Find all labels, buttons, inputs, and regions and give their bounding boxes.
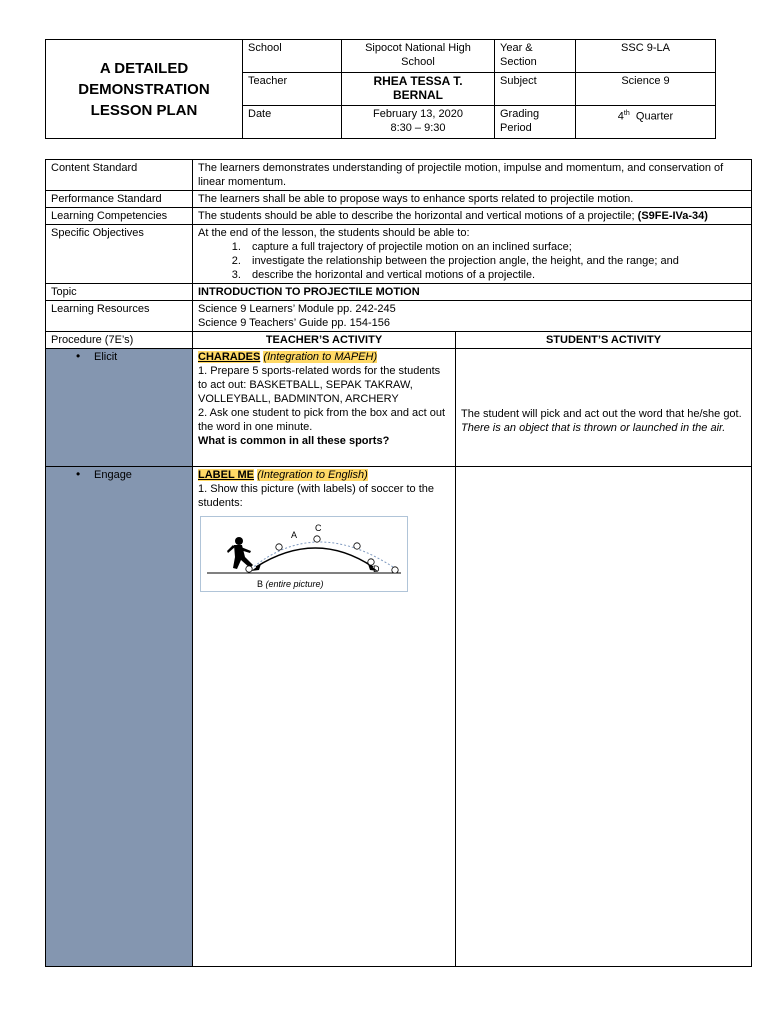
performance-standard-label: Performance Standard [46, 191, 193, 208]
student-activity-header: STUDENT’S ACTIVITY [456, 332, 752, 349]
elicit-step2: 2. Ask one student to pick from the box and act out the word in one minute. [198, 407, 446, 433]
soccer-trajectory-picture [200, 516, 408, 592]
year-value: SSC 9-LA [576, 40, 716, 73]
competencies-cell [193, 208, 752, 225]
player-silhouette [227, 537, 253, 569]
elicit-step1: 1. Prepare 5 sports-related words for the students to act out: BASKETBALL, SEPAK TAKRAW, VOLLEYBALL, BADMINTON, ARCHERY [198, 365, 441, 405]
procedure-label: Procedure (7E’s) [46, 332, 193, 349]
date-text: February 13, 2020 [373, 108, 463, 120]
objectives-intro: At the end of the lesson, the students should be able to: [198, 227, 470, 239]
date-value [342, 106, 495, 139]
label-d: D [373, 564, 380, 574]
engage-stage: • Engage [46, 467, 193, 967]
resource-item: Science 9 Teachers’ Guide pp. 154-156 [198, 317, 391, 329]
elicit-student-cell [456, 349, 752, 467]
lesson-table [45, 159, 752, 967]
objectives-label: Specific Objectives [46, 225, 193, 284]
school-value: Sipocot National High School [342, 40, 495, 73]
mapeh-integration: (Integration to MAPEH) [263, 351, 378, 363]
engage-teacher-cell [193, 467, 456, 967]
objectives-list [198, 240, 746, 282]
charades-title: CHARADES [198, 351, 261, 363]
school-label: School [243, 40, 342, 73]
content-standard-label: Content Standard [46, 160, 193, 191]
time-text: 8:30 – 9:30 [390, 122, 446, 134]
elicit-student-response: The student will pick and act out the word that he/she got. [461, 408, 742, 420]
quarter-word: Quarter [635, 110, 674, 123]
resources-label: Learning Resources [46, 301, 193, 332]
resources-cell [193, 301, 752, 332]
grading-label: Grading Period [495, 106, 576, 139]
topic-text: INTRODUCTION TO PROJECTILE MOTION [193, 284, 752, 301]
teacher-label: Teacher [243, 73, 342, 106]
engage-step1: 1. Show this picture (with labels) of soccer to the students: [198, 483, 434, 509]
quarter-value [576, 106, 716, 139]
engage-student-cell [456, 467, 752, 967]
objective-item: 1. capture a full trajectory of projectile motion on an inclined surface; [244, 240, 746, 254]
elicit-stage: • Elicit [46, 349, 193, 467]
caption-letter: B [257, 579, 264, 589]
elicit-question: What is common in all these sports? [198, 435, 390, 447]
elicit-teacher-cell [193, 349, 456, 467]
objectives-cell [193, 225, 752, 284]
competencies-label: Learning Competencies [46, 208, 193, 225]
objective-item: 2. investigate the relationship between the projection angle, the height, and the range; and [244, 254, 746, 268]
competencies-text: The students should be able to describe the horizontal and vertical motions of a projectile; [198, 210, 635, 222]
topic-label: Topic [46, 284, 193, 301]
teacher-value: RHEA TESSA T. BERNAL [342, 73, 495, 106]
subject-value: Science 9 [576, 73, 716, 106]
caption-note: (entire picture) [265, 579, 324, 589]
quarter-suffix: th [623, 110, 630, 117]
header-table [45, 39, 716, 139]
english-integration: (Integration to English) [257, 469, 368, 481]
label-c: C [315, 523, 322, 533]
label-a: A [291, 530, 298, 540]
teacher-activity-header: TEACHER’S ACTIVITY [193, 332, 456, 349]
label-me-title: LABEL ME [198, 469, 255, 481]
competencies-code: (S9FE-IVa-34) [637, 210, 708, 222]
page-title: A DETAILED DEMONSTRATION LESSON PLAN [46, 40, 243, 139]
quarter-number: 4 [617, 110, 624, 123]
arrow-arc [256, 548, 373, 567]
date-label: Date [243, 106, 342, 139]
content-standard-text: The learners demonstrates understanding of projectile motion, impulse and momentum, and conservation of linear momentum. [193, 160, 752, 191]
picture-caption [257, 577, 324, 591]
objective-item: 3. describe the horizontal and vertical motions of a projectile. [244, 268, 746, 282]
year-label: Year & Section [495, 40, 576, 73]
performance-standard-text: The learners shall be able to propose ways to enhance sports related to projectile motion. [193, 191, 752, 208]
resource-item: Science 9 Learners’ Module pp. 242-245 [198, 303, 396, 315]
subject-label: Subject [495, 73, 576, 106]
elicit-student-answer: There is an object that is thrown or launched in the air. [461, 422, 726, 434]
